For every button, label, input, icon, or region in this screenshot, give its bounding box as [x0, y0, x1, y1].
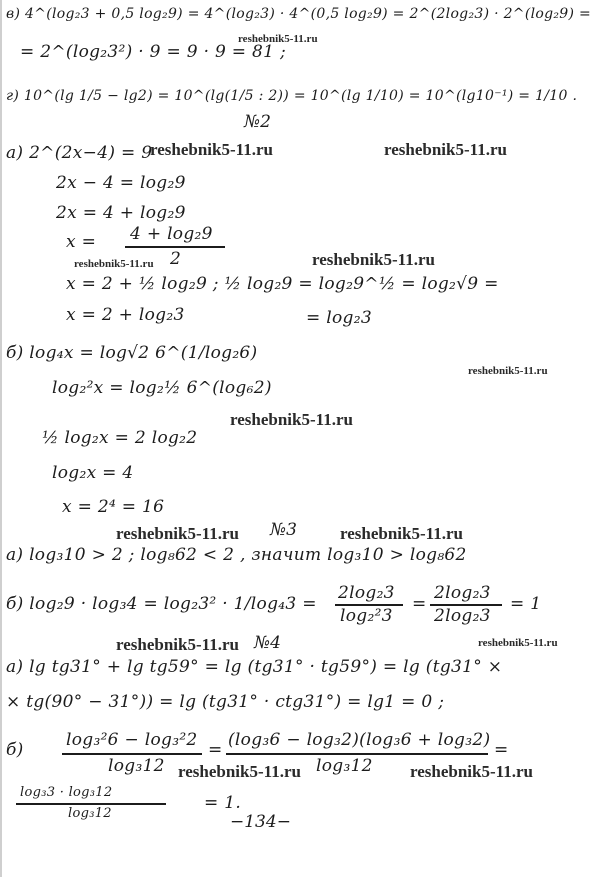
line-c1: а) log₃10 > 2 ; log₈62 < 2 , значит log₃10 > log₈62	[6, 545, 467, 565]
line-d4-den: log₃12	[68, 806, 112, 821]
line-c2-frac2-num: 2log₂3	[434, 583, 491, 603]
watermark: reshebnik5-11.ru	[468, 365, 548, 377]
watermark: reshebnik5-11.ru	[340, 524, 463, 543]
watermark: reshebnik5-11.ru	[384, 140, 507, 159]
watermark: reshebnik5-11.ru	[478, 637, 558, 649]
line-b1: б) log₄x = log√2 6^(1/log₂6)	[6, 343, 258, 363]
line-g1: г) 10^(lg 1/5 − lg2) = 10^(lg(1/5 : 2)) = 10^(lg 1/10) = 10^(lg10⁻¹) = 1/10 .	[6, 88, 578, 104]
line-v2: = 2^(log₂3²) · 9 = 9 · 9 = 81 ;	[20, 42, 287, 62]
fraction-bar	[226, 753, 488, 755]
line-d1: а) lg tg31° + lg tg59° = lg (tg31° · tg59°) = lg (tg31° ×	[6, 657, 503, 677]
line-d3-num2: (log₃6 − log₃2)(log₃6 + log₃2)	[228, 730, 491, 750]
line-d3-num1: log₃²6 − log₃²2	[66, 730, 198, 750]
line-a2: 2x − 4 = log₂9	[56, 173, 186, 193]
line-d2: × tg(90° − 31°)) = lg (tg31° · ctg31°) = lg1 = 0 ;	[6, 692, 445, 712]
page-edge	[0, 0, 2, 877]
line-c2-eq: =	[412, 594, 427, 614]
watermark: reshebnik5-11.ru	[150, 140, 273, 159]
section-number-4: №4	[254, 633, 281, 653]
line-b4: log₂x = 4	[52, 463, 134, 483]
line-a7: x = 2 + log₂3	[66, 305, 185, 325]
line-d3-eq: =	[208, 740, 223, 760]
watermark: reshebnik5-11.ru	[74, 258, 154, 270]
line-a1: а) 2^(2x−4) = 9	[6, 143, 153, 163]
fraction-bar	[16, 803, 166, 805]
line-b5: x = 2⁴ = 16	[62, 497, 165, 517]
section-number-3: №3	[270, 520, 297, 540]
watermark: reshebnik5-11.ru	[312, 250, 435, 269]
line-c2-rhs: = 1	[510, 594, 542, 614]
line-b3: ½ log₂x = 2 log₂2	[42, 428, 198, 448]
line-d4-num: log₃3 · log₃12	[20, 785, 113, 800]
watermark: reshebnik5-11.ru	[116, 524, 239, 543]
section-number-2: №2	[244, 112, 271, 132]
line-c2-frac2-den: 2log₂3	[434, 606, 491, 626]
line-d3-label: б)	[6, 740, 24, 760]
line-d3-eq2: =	[494, 740, 509, 760]
line-a5: x = 2 + ½ log₂9 ; ½ log₂9 = log₂9^½ = log₂√9 =	[66, 274, 499, 294]
line-a4-den: 2	[170, 249, 182, 269]
line-a3: 2x = 4 + log₂9	[56, 203, 186, 223]
line-a4-lhs: x =	[66, 232, 97, 252]
watermark: reshebnik5-11.ru	[178, 762, 301, 781]
line-d3-den2: log₃12	[316, 756, 373, 776]
line-c2-frac1-num: 2log₂3	[338, 583, 395, 603]
line-b2: log₂²x = log₂½ 6^(log₆2)	[52, 378, 272, 398]
watermark: reshebnik5-11.ru	[410, 762, 533, 781]
line-c2-lhs: б) log₂9 · log₃4 = log₂3² · 1/log₄3 =	[6, 594, 317, 614]
line-v1: в) 4^(log₂3 + 0,5 log₂9) = 4^(log₂3) · 4^(0,5 log₂9) = 2^(2log₂3) · 2^(log₂9) =	[6, 6, 592, 22]
line-a4-num: 4 + log₂9	[130, 224, 213, 244]
line-c2-frac1-den: log₂²3	[340, 606, 393, 626]
line-d4-result: = 1.	[204, 793, 242, 813]
fraction-bar	[125, 246, 225, 248]
watermark: reshebnik5-11.ru	[230, 410, 353, 429]
fraction-bar	[62, 753, 202, 755]
watermark: reshebnik5-11.ru	[116, 635, 239, 654]
line-a6: = log₂3	[306, 308, 372, 328]
watermark: reshebnik5-11.ru	[238, 33, 318, 45]
line-d3-den1: log₃12	[108, 756, 165, 776]
page-number: −134−	[230, 812, 291, 832]
